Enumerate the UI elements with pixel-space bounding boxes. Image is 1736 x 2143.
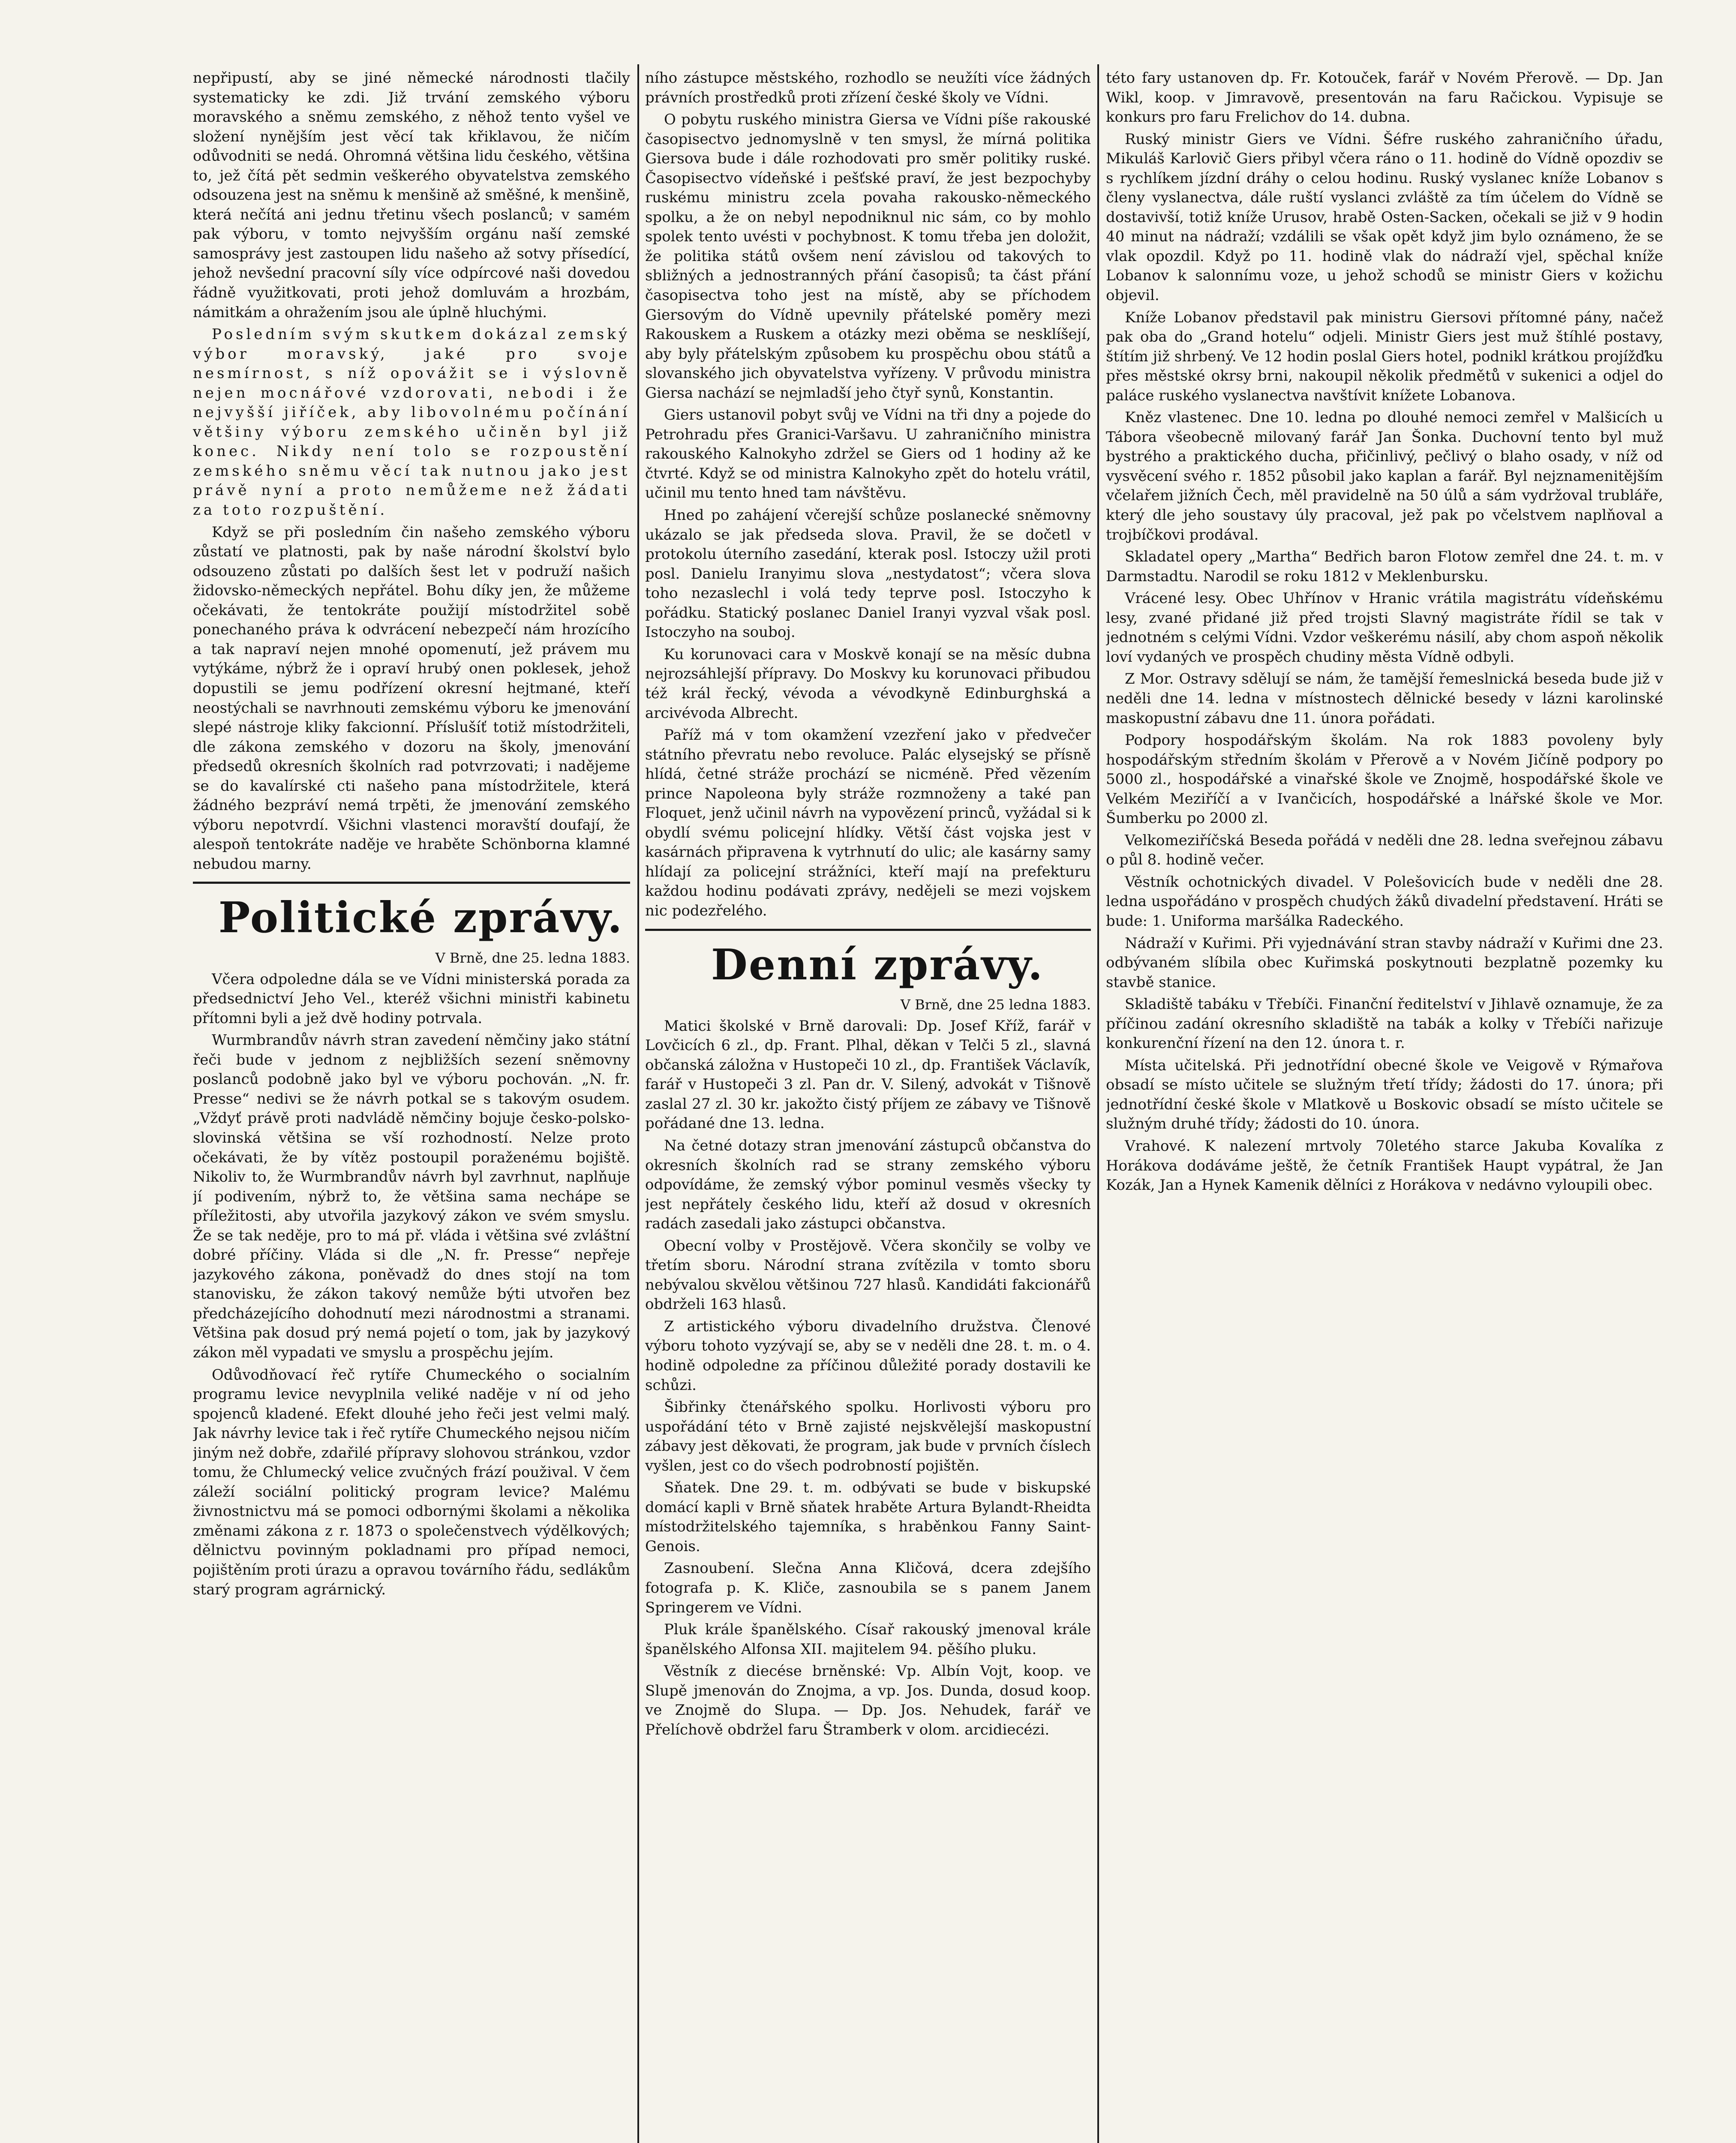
article-paragraph: Věstník ochotnických divadel. V Polešovicích bude v neděli dne 28. ledna uspořádáno v prospěch chudých žáků divadelní představení. Hráti se bude: 1. Uniforma maršálka Radeckého. — [1106, 873, 1663, 930]
article-paragraph: Z artistického výboru divadelního družstva. Členové výboru tohoto vyzývají se, aby se v neděli dne 28. t. m. o 4. hodině odpoledne za příčinou důležité porady dostavili ke schůzi. — [645, 1318, 1091, 1394]
article-paragraph: této fary ustanoven dp. Fr. Kotouček, farář v Novém Přerově. — Dp. Jan Wikl, koop. v Jimravově, presentován na faru Račickou. Vypisuje se konkurs pro faru Frelichov do 14. dubna. — [1106, 69, 1663, 126]
article-paragraph: Skladatel opery „Martha“ Bedřich baron Flotow zemřel dne 24. t. m. v Darmstadtu. Narodil se roku 1812 v Meklenbursku. — [1106, 548, 1663, 585]
article-paragraph: Ku korunovaci cara v Moskvě konají se na měsíc dubna nejrozsáhlejší přípravy. Do Moskvy ku korunovaci přibudou též král řecký, vévoda a vévodkyně Edinburghská a arcivévoda Albrecht. — [645, 645, 1091, 722]
article-paragraph: Zasnoubení. Slečna Anna Kličová, dcera zdejšího fotografa p. K. Kliče, zasnoubila se s panem Janem Springerem ve Vídni. — [645, 1560, 1091, 1616]
article-paragraph: Podpory hospodářským školám. Na rok 1883 povoleny byly hospodářským středním školám v Přerově a v Novém Jičíně podpory po 5000 zl., hospodářské a vinařské škole ve Znojmě, hospodářské škole ve Velkém Meziříčí a v Ivančicích, hospodářské a lnářské škole ve Mor. Šumberku po 2000 zl. — [1106, 732, 1663, 827]
article-paragraph: Včera odpoledne dála se ve Vídni ministerská porada za předsednictví Jeho Vel., kteréž všichni ministři kabinetu přítomni byli a jež dvě hodiny potrvala. — [193, 970, 630, 1027]
section-divider — [193, 882, 630, 884]
article-paragraph-spaced: Posledním svým skutkem dokázal zemský výbor moravský, jaké pro svoje nesmírnost, s níž opovážit se i výslovně nejen mocnářové vzdorovati, nebodi i že nejvyšší jiříček, aby libovolnému počínání většiny výboru zemského učiněn byl již konec. Nikdy není tolo se rozpoustění zemského sněmu věcí tak nutnou jako jest právě nyní a proto nemůžeme než žádati za toto rozpuštění. — [193, 326, 630, 519]
article-paragraph: Kněz vlastenec. Dne 10. ledna po dlouhé nemoci zemřel v Malšicích u Tábora všeobecně milovaný farář Jan Šonka. Duchovní tento byl muž bystrého a praktického ducha, přičinlivý, pečlivý o blaho osady, v níž od vysvěcení svého r. 1852 působil jako kaplan a farář. Byl nejznamenitějším včelařem jižních Čech, měl pravidelně na 50 úlů a sám vydržoval trubláře, který dle jeho soustavy úly pracoval, jež pak po včelstvem naplňoval a trojbíčkovi prodával. — [1106, 409, 1663, 543]
article-paragraph: Odůvodňovací řeč rytíře Chumeckého o socialním programu levice nevyplnila veliké naděje v ní od jeho spojenců kladené. Efekt dlouhé jeho řeči jest velmi malý. Jak návrhy levice tak i řeč rytíře Chumeckého nejsou ničím jiným než dobře, zdařilé přípravy slohovou stránkou, vzdor tomu, že Chlumecký velice zvučných frází použival. V čem záleží sociální politický program levice? Malému živnostnictvu má se pomoci odbornými školami a několika změnami zákona z r. 1873 o společenstvech výdělkových; dělnictvu povinným pokladnami pro případ nemoci, pojištěním proti úrazu a opravou továrního řádu, sedlákům starý program agrárnický. — [193, 1366, 630, 1598]
article-paragraph: ního zástupce městského, rozhodlo se neužíti více žádných právních prostředků proti zřízení české školy ve Vídni. — [645, 69, 1091, 106]
article-paragraph: Velkomeziříčská Beseda pořádá v neděli dne 28. ledna sveřejnou zábavu o půl 8. hodině večer. — [1106, 831, 1663, 869]
article-paragraph: Paříž má v tom okamžení vzezření jako v předvečer státního převratu nebo revoluce. Palác elysejský se přísně hlídá, četné stráže prochází se nicméně. Před vězením prince Napoleona byly stráže rozmnoženy a také pan Floquet, jenž učinil návrh na vypovězení princů, vyžádal si k obydlí svému policejní hlídky. Větší část vojska jest v kasárnách připravena k vytrhnutí do ulic; ale kasárny samy hlídají za policejní strážníci, kteří mají na prefekturu každou hodinu podávati zprávy, nedějeli se mezi vojskem nic podezřelého. — [645, 726, 1091, 919]
article-paragraph: Hned po zahájení včerejší schůze poslanecké sněmovny ukázalo se jak předseda slova. Pravil, že se dočetl v protokolu úterního zasedání, kterak posl. Istoczy užil proti posl. Danielu Iranyimu slova „nestydatost“; včera slova toho nezaslechl i volá tedy teprve posl. Istoczyho k pořádku. Statický poslanec Daniel Iranyi vyzval však posl. Istoczyho na souboj. — [645, 507, 1091, 641]
article-paragraph: Kníže Lobanov představil pak ministru Giersovi přítomné pány, načež pak oba do „Grand hotelu“ odjeli. Ministr Giers jest muž štíhlé postavy, štítím již shrbený. Ve 12 hodin poslal Giers hotel, podnikl krátkou projížďku přes městské okrsy brni, nakoupil několik předmětů v sukenici a odjel do paláce ruského vyslanectva navštívit knížete Lobanova. — [1106, 309, 1663, 404]
article-paragraph: Pluk krále španělského. Císař rakouský jmenoval krále španělského Alfonsa XII. majitelem 94. pěšího pluku. — [645, 1621, 1091, 1658]
dateline: V Brně, dne 25. ledna 1883. — [435, 949, 630, 966]
article-paragraph: Obecní volby v Prostějově. Včera skončily se volby ve třetím sboru. Národní strana zvítězila v tomto sboru nebývalou skvělou většinou 727 hlasů. Kandidáti fakcionářů obdrželi 163 hlasů. — [645, 1237, 1091, 1313]
column-left — [193, 69, 630, 2143]
article-paragraph: O pobytu ruského ministra Giersa ve Vídni píše rakouské časopisectvo jednomyslně v ten smysl, že mírná politika Giersova bude i dále rozhodovati pro směr politiky ruské. Časopisectvo vídeňské i pešťské praví, že jest bezpochyby ruskému ministru zcela povaha rakousko-německého spolku, a že on nebyl nepodniknul nic sám, co by mohlo spolek tento uvésti v pochybnost. K tomu třeba jen doložit, že politika států ovšem není závislou od takových to sbližných a jednostranných přání časopisů; ta část přání časopisectva toho jest na místě, aby se příchodem Giersovým do Vídně upevnily přátelské poměry mezi Rakouskem a Ruskem a otázky mezi oběma se nesklíšejí, aby byly přátelským způsobem ku prospěchu obou států a slovanského jich obyvatelstva vyřízeny. V průvodu ministra Giersa nachází se nejmladší jeho čtyř synů, Konstantin. — [645, 111, 1091, 402]
article-paragraph: Když se při posledním čin našeho zemského výboru zůstatí ve platnosti, pak by naše národní školství bylo odsouzeno zůstati po dalších šest let v podruží našich židovsko-německých nepřátel. Bohu díky jen, že můžeme očekávati, že tentokráte použijí místodržitel sobě ponechaného práva k odvrácení nebezpečí nám hrozícího a tak napraví nejen mnohé opomenutí, jež právem mu vytýkáme, nýbrž že i opraví hrubý onen poklesek, jehož dopustili se jemu podřízení okresní hejtmané, kteří neostýchali se navrhnouti zemskému výboru ke jmenování slepé nástroje kliky fakcionní. Příslušíť totiž místodržiteli, dle zákona zemského v dozoru na školy, jmenování předsedů okresních školních rad potvrzovati; i nadějeme se do kavalírské cti našeho pana místodržitele, která žádného bezpráví nemá trpěti, že jmenování zemského výboru nepotvrdí. Všichni vlastenci moravští doufají, že alespoň tentokráte naděje ve hraběte Schönborna klamné nebudou marny. — [193, 523, 630, 873]
article-paragraph: Šibřinky čtenářského spolku. Horlivosti výboru pro uspořádání této v Brně zajisté nejskvělejší maskopustní zábavy jest děkovati, že program, jak bude v prvních číslech vyšlen, jest co do všech podrobností pojištěn. — [645, 1399, 1091, 1474]
column-rule — [637, 64, 639, 2143]
article-paragraph: Sňatek. Dne 29. t. m. odbývati se bude v biskupské domácí kapli v Brně sňatek hraběte Artura Bylandt-Rheidta místodržitelského tajemníka, s hraběnkou Fanny Saint-Genois. — [645, 1479, 1091, 1555]
article-paragraph: Na četné dotazy stran jmenování zástupců občanstva do okresních školních rad se strany zemského výboru odpovídáme, že zemský výbor pominul vesměs všecky ty jest nepřátely českého lidu, kteří až dosud v okresních radách zasedali jako zástupci občanstva. — [645, 1137, 1091, 1233]
dateline: V Brně, dne 25 ledna 1883. — [900, 996, 1091, 1013]
section-headline-politicke-zpravy: Politické zprávy. — [218, 893, 624, 943]
article-paragraph: Matici školské v Brně darovali: Dp. Josef Kříž, farář v Lovčicích 6 zl., dp. Frant. Plhal, děkan v Telči 5 zl., slavná občanská záložna v Hustopeči 10 zl., dp. František Václavík, farář v Hustopeči 3 zl. Pan dr. V. Silený, advokát v Tišnově zaslal 27 zl. 30 kr. jakožto čistý příjem ze zábavy ve Tišnově pořádané dne 13. ledna. — [645, 1017, 1091, 1132]
article-paragraph: Vrácené lesy. Obec Uhřínov v Hranic vrátila magistrátu vídeňskému lesy, zvané přidané již před trojsti Slavný magistráte řídil se tak v jednotném s celými Vídni. Vzdor veškerému násilí, aby chom aspoň několik loví vydaných ve prospěch chudiny města Vídně odbyli. — [1106, 590, 1663, 666]
article-paragraph: nepřipustí, aby se jiné německé národnosti tlačily systematicky ke zdi. Již trvání zemského výboru moravského a sněmu zemského, z něhož tento vyšel ve složení nynějším jest věcí tak křiklavou, že ničím odůvodniti se nedá. Ohromná většina lidu českého, většina to, jež čítá pět sedmin veškerého obyvatelstva zemského odsouzena jest na sněmu k menšině až směšné, k menšině, která nečítá ani jednu třetinu všech poslanců; v samém pak výboru, v tomto nejvyšším orgánu naší zemské samosprávy jest zastoupen lidu našeho až sotvy přísedící, jehož nevšední pracovní síly více odpírcové naši dovedou řádně využitkovati, proti jehož domluvám a hrozbám, námitkám a ohražením jsou ale úplně hluchými. — [193, 69, 630, 321]
article-paragraph: Ruský ministr Giers ve Vídni. Šéfre ruského zahraničního úřadu, Mikuláš Karlovič Giers přibyl včera ráno o 11. hodině do Vídně opozdiv se s rychlíkem jízdní dráhy o celou hodinu. Ruský vyslanec kníže Lobanov s členy vyslanectva, dále ruští vyslanci zvláště za tím účelem do Vídně se dostavivší, totiž kníže Urusov, hrabě Osten-Sacken, očekali se již v 9 hodin 40 minut na nádraží; vzdálili se však opět když jim bylo oznámeno, že se vlak opozdil. Když po 11. hodině vlak do nádraží vjel, spěchal kníže Lobanov k salonnímu voze, u jehož schodů se ministr Giers v kožichu objevil. — [1106, 130, 1663, 304]
column-rule — [1097, 64, 1099, 2143]
article-paragraph: Skladiště tabáku v Třebíči. Finanční ředitelství v Jihlavě oznamuje, že za příčinou zadání okresního skladiště na tabák a kolky v Třebíči nařizuje konkurenční řízení na den 12. února t. r. — [1106, 996, 1663, 1052]
section-headline-denni-zpravy: Denní zprávy. — [711, 940, 1044, 990]
section-divider — [645, 929, 1091, 931]
column-middle — [645, 69, 1091, 2143]
article-paragraph: Giers ustanovil pobyt svůj ve Vídni na tři dny a pojede do Petrohradu přes Granici-Varšavu. U zahraničního ministra rakouského Kalnokyho zdržel se Giers od 1 hodiny až ke čtvrté. Když se od ministra Kalnokyho zpět do hotelu vrátil, učinil mu tento hned tam návštěvu. — [645, 406, 1091, 502]
article-paragraph: Wurmbrandův návrh stran zavedení němčiny jako státní řeči bude v jednom z nejbližších sezení sněmovny poslanců podobně jako byl ve výboru pochován. „N. fr. Presse“ nedivi se že návrh potkal se s takovým osudem. „Vždyť právě proti nadvládě němčiny bojuje česko-polsko-slovinská většina se vší rozhodností. Nelze proto očekávati, že by vítěz postoupil poraženému bojiště. Nikoliv to, že Wurmbrandův návrh byl zavrhnut, naplňuje jí podivením, nýbrž to, že většina sama nechápe se příležitosti, aby utvořila jazykový zákon ve svém smyslu. Že se tak neděje, pro to má př. vláda i většina své zvláštní dobré příčiny. Vláda si dle „N. fr. Presse“ nepřeje jazykového zákona, poněvadž do dnes stojí na tom stanovisku, že zákon takový nemůže býti utvořen bez předcházejícího dohodnutí mezi národnostmi a stranami. Většina pak dosud prý nemá pojetí o tom, jak by jazykový zákon měl vypadati ve smyslu a prospěchu jejím. — [193, 1032, 630, 1361]
column-right — [1106, 69, 1663, 2143]
article-paragraph: Věstník z diecése brněnské: Vp. Albín Vojt, koop. ve Slupě jmenován do Znojma, a vp. Jos. Dunda, dosud koop. ve Znojmě do Slupa. — Dp. Jos. Nehudek, farář ve Přelíchově obdržel faru Štramberk v olom. arcidiecézi. — [645, 1663, 1091, 1738]
article-paragraph: Místa učitelská. Při jednotřídní obecné škole ve Veigově v Rýmařova obsadí se místo učitele se služným třetí třídy; žádosti do 17. února; při jednotřídní české škole v Mlatkově u Boskovic obsadí se místo učitele se služným druhé třídy; žádosti do 10. února. — [1106, 1056, 1663, 1133]
article-paragraph: Vrahové. K nalezení mrtvoly 70letého starce Jakuba Kovalíka z Horákova dodáváme ještě, že četník František Haupt vypátral, že Jan Kozák, Jan a Hynek Kamenik dělníci z Horákova v nedávno vyloupili obec. — [1106, 1137, 1663, 1194]
article-paragraph: Z Mor. Ostravy sdělují se nám, že tamější řemeslnická beseda bude již v neděli dne 14. ledna v místnostech dělnické besedy v lázni karolinské maskopustní zábavu dne 11. února pořádati. — [1106, 670, 1663, 727]
article-paragraph: Nádraží v Kuřimi. Při vyjednávání stran stavby nádraží v Kuřimi dne 23. odbývaném slíbila obec Kuřimská poskytnouti bezplatně pozemky ku stavbě stanice. — [1106, 934, 1663, 991]
